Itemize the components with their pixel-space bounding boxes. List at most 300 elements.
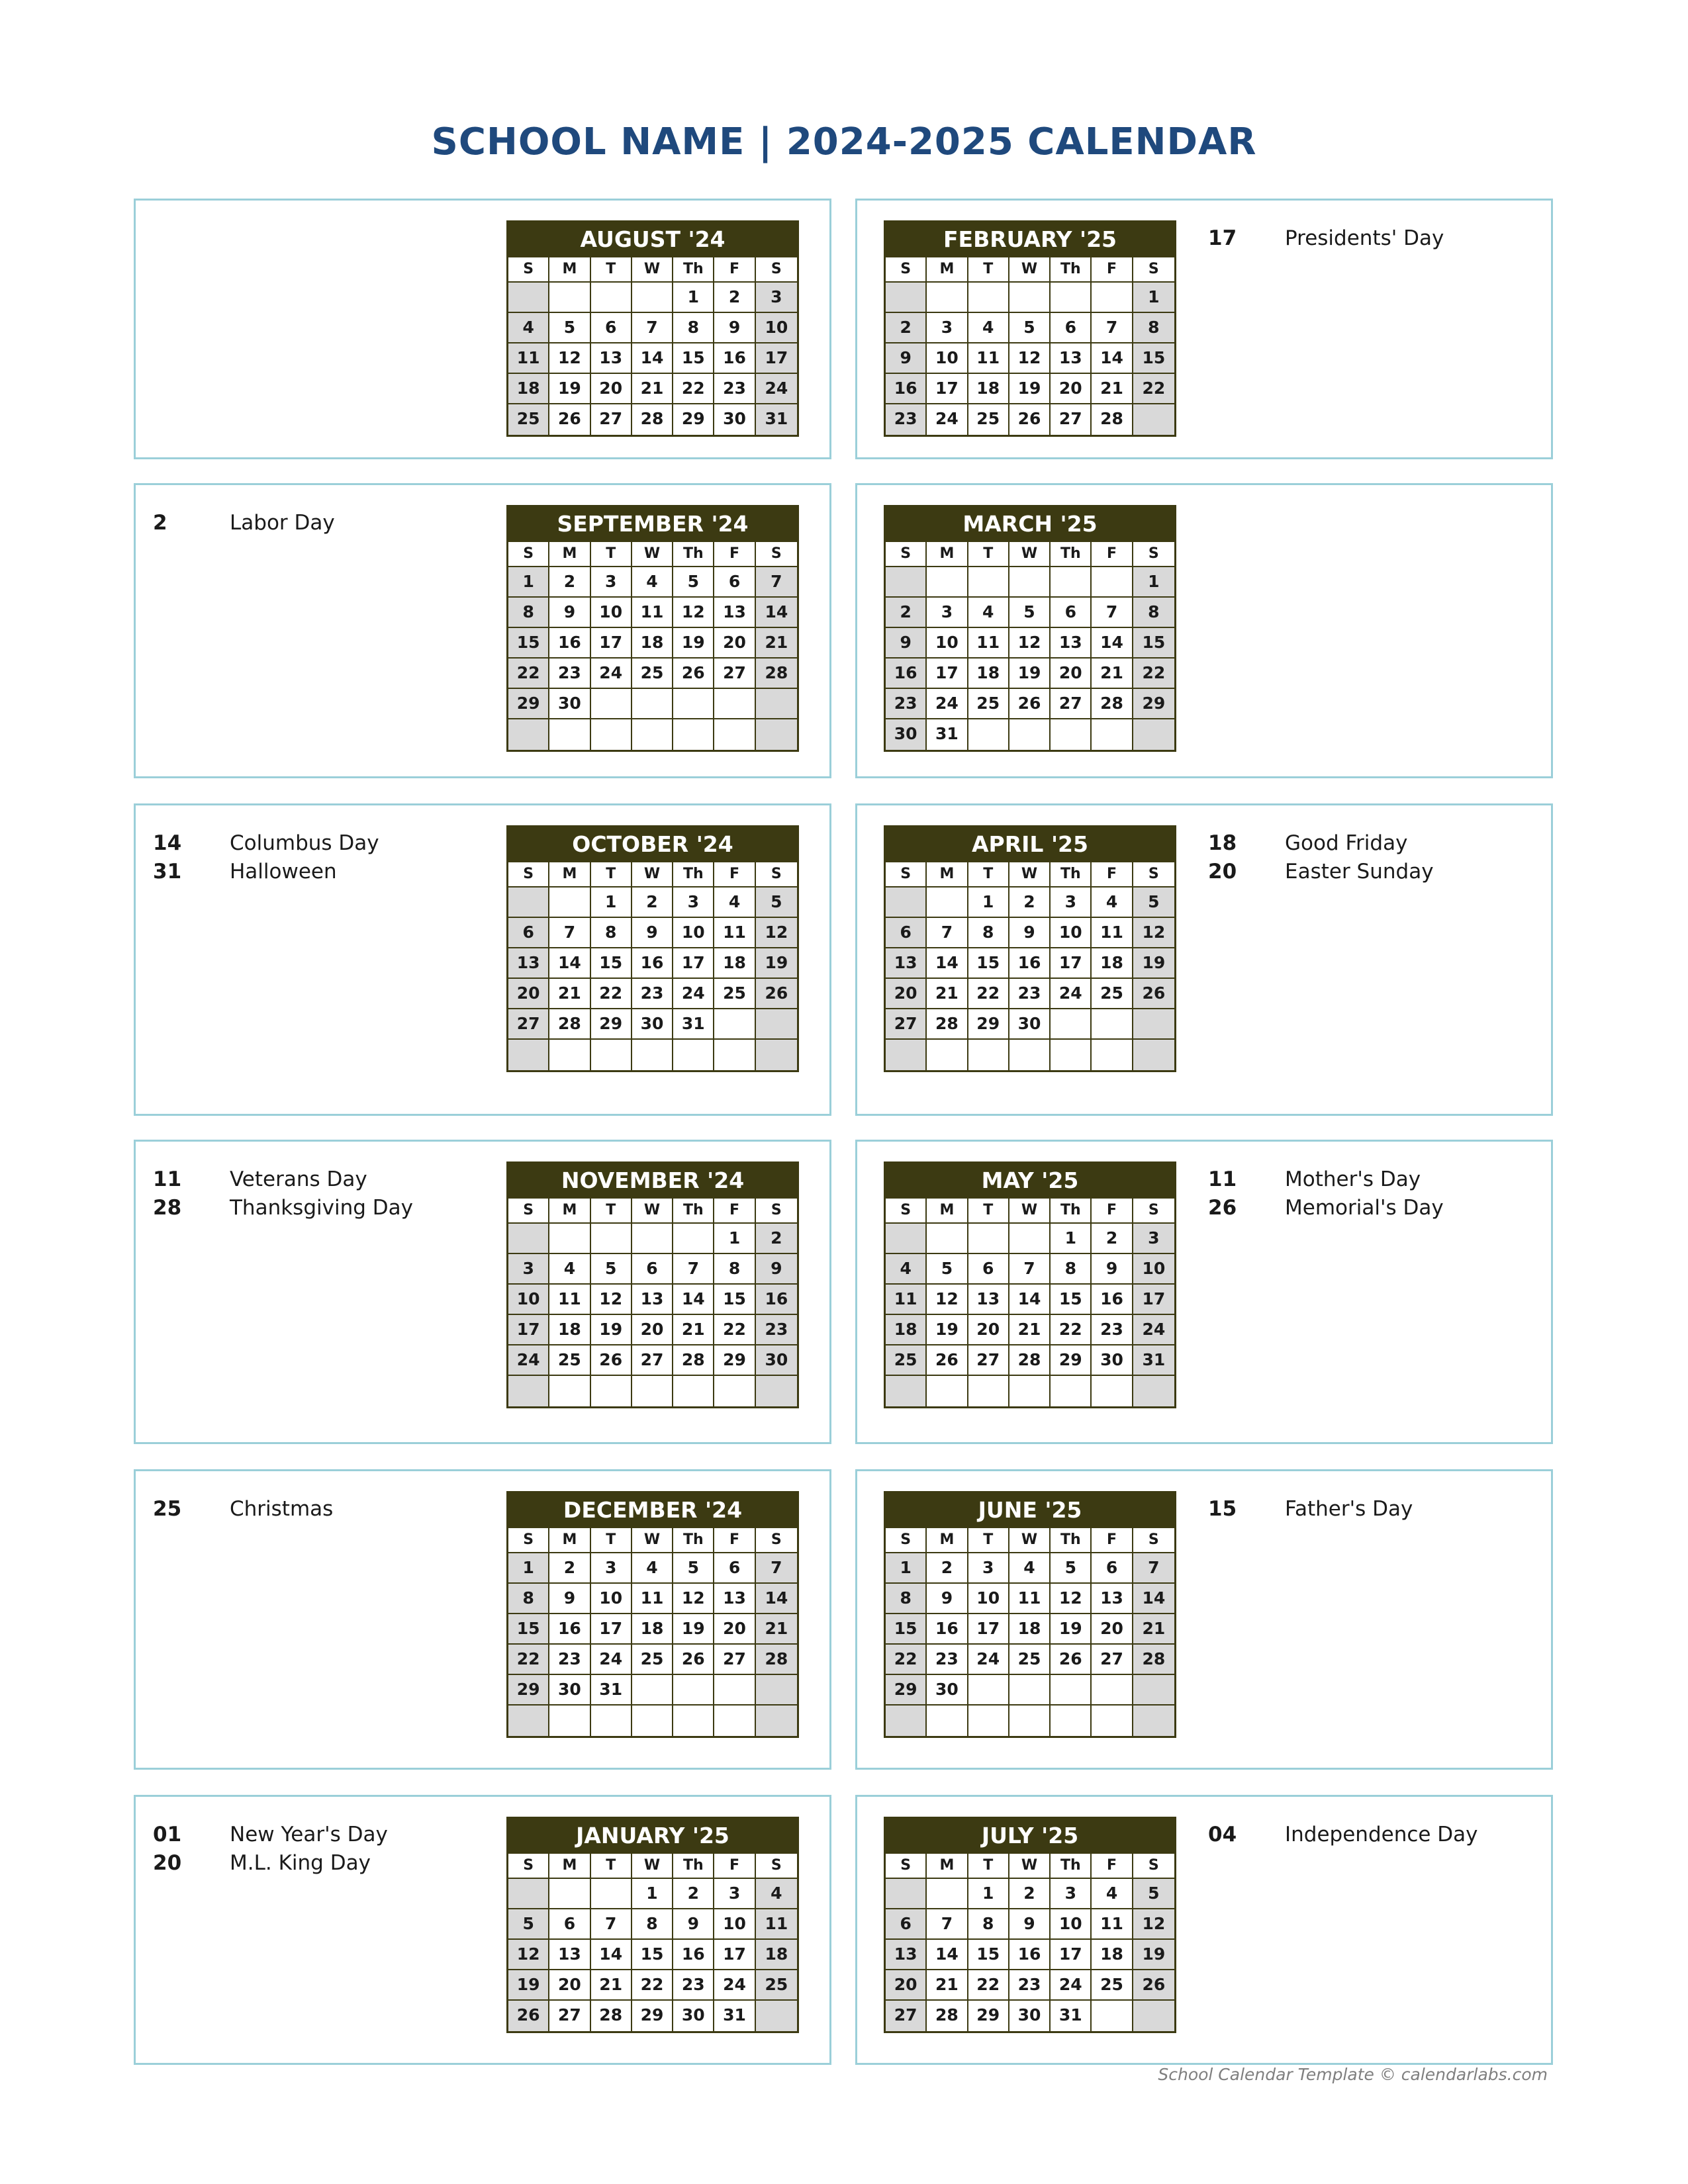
day-cell: 18 — [968, 374, 1009, 404]
day-cell: 4 — [968, 598, 1009, 628]
weekday-label: Th — [673, 257, 714, 283]
day-cell: 27 — [1051, 404, 1092, 435]
holiday-name: Independence Day — [1285, 1823, 1478, 1846]
weekday-label: M — [927, 1528, 968, 1553]
day-cell: 25 — [756, 1970, 797, 2001]
empty-day-cell — [549, 1706, 590, 1736]
day-cell: 24 — [968, 1645, 1009, 1675]
day-cell: 26 — [1009, 404, 1051, 435]
day-cell: 12 — [673, 1584, 714, 1614]
empty-day-cell — [508, 283, 549, 313]
weekday-label: S — [508, 1528, 549, 1553]
day-cell: 5 — [1133, 1879, 1174, 1909]
month-calendar — [884, 220, 1176, 437]
day-cell: 24 — [927, 689, 968, 719]
day-cell: 12 — [591, 1285, 632, 1315]
day-cell: 16 — [632, 948, 673, 979]
day-cell: 4 — [632, 1553, 673, 1584]
weekday-label: F — [714, 1854, 755, 1879]
day-cell: 17 — [927, 659, 968, 689]
weekday-label: M — [549, 1854, 590, 1879]
day-cell: 26 — [1133, 979, 1174, 1009]
empty-day-cell — [1092, 283, 1133, 313]
day-cell: 25 — [632, 659, 673, 689]
day-cell: 4 — [1009, 1553, 1051, 1584]
empty-day-cell — [968, 719, 1009, 750]
weekday-label: F — [1092, 257, 1133, 283]
day-cell: 6 — [714, 567, 755, 598]
weekday-label: F — [714, 542, 755, 567]
day-cell: 23 — [1009, 1970, 1051, 2001]
month-day-grid — [508, 862, 797, 1070]
day-cell: 29 — [673, 404, 714, 435]
day-cell: 25 — [508, 404, 549, 435]
day-cell: 3 — [756, 283, 797, 313]
day-cell: 16 — [756, 1285, 797, 1315]
empty-day-cell — [968, 1224, 1009, 1254]
day-cell: 20 — [508, 979, 549, 1009]
weekday-label: S — [886, 257, 927, 283]
day-cell: 1 — [968, 1879, 1009, 1909]
day-cell: 7 — [673, 1254, 714, 1285]
day-cell: 15 — [673, 343, 714, 374]
day-cell: 20 — [968, 1315, 1009, 1345]
weekday-label: W — [1009, 542, 1051, 567]
weekday-label: W — [1009, 862, 1051, 887]
month-day-grid — [886, 1199, 1174, 1406]
weekday-label: S — [1133, 1528, 1174, 1553]
day-cell: 8 — [714, 1254, 755, 1285]
weekday-label: S — [886, 862, 927, 887]
holiday-date: 26 — [1208, 1196, 1237, 1220]
day-cell: 15 — [968, 948, 1009, 979]
day-cell: 29 — [508, 1675, 549, 1706]
empty-day-cell — [1133, 2001, 1174, 2031]
day-cell: 23 — [1092, 1315, 1133, 1345]
day-cell: 6 — [1092, 1553, 1133, 1584]
day-cell: 20 — [1051, 374, 1092, 404]
day-cell: 16 — [673, 1940, 714, 1970]
day-cell: 9 — [549, 1584, 590, 1614]
day-cell: 23 — [1009, 979, 1051, 1009]
holiday-item — [153, 1495, 333, 1524]
day-cell: 7 — [756, 1553, 797, 1584]
day-cell: 12 — [1133, 918, 1174, 948]
day-cell: 11 — [1092, 1909, 1133, 1940]
day-cell: 4 — [1092, 887, 1133, 918]
empty-day-cell — [1009, 1040, 1051, 1070]
day-cell: 2 — [927, 1553, 968, 1584]
weekday-label: S — [886, 1199, 927, 1224]
holiday-date: 11 — [153, 1167, 182, 1191]
empty-day-cell — [927, 1706, 968, 1736]
day-cell: 26 — [591, 1345, 632, 1376]
day-cell: 10 — [673, 918, 714, 948]
day-cell: 14 — [549, 948, 590, 979]
month-block-march-25 — [855, 483, 1553, 778]
day-cell: 24 — [1051, 979, 1092, 1009]
day-cell: 12 — [673, 598, 714, 628]
empty-day-cell — [632, 1224, 673, 1254]
month-day-grid — [886, 1854, 1174, 2031]
day-cell: 6 — [632, 1254, 673, 1285]
day-cell: 30 — [673, 2001, 714, 2031]
day-cell: 4 — [756, 1879, 797, 1909]
day-cell: 22 — [591, 979, 632, 1009]
day-cell: 29 — [508, 689, 549, 719]
day-cell: 5 — [1009, 598, 1051, 628]
month-block-january-25 — [134, 1795, 831, 2065]
holiday-name: Good Friday — [1285, 831, 1408, 855]
day-cell: 27 — [886, 1009, 927, 1040]
empty-day-cell — [886, 887, 927, 918]
day-cell: 9 — [886, 343, 927, 374]
day-cell: 15 — [1133, 628, 1174, 659]
holiday-item — [153, 1165, 413, 1194]
day-cell: 5 — [591, 1254, 632, 1285]
day-cell: 6 — [714, 1553, 755, 1584]
month-day-grid — [508, 1854, 797, 2031]
day-cell: 29 — [968, 2001, 1009, 2031]
day-cell: 8 — [1133, 313, 1174, 343]
day-cell: 10 — [591, 598, 632, 628]
weekday-label: W — [1009, 1199, 1051, 1224]
day-cell: 8 — [508, 598, 549, 628]
day-cell: 25 — [968, 689, 1009, 719]
holiday-name: Veterans Day — [230, 1167, 367, 1191]
month-block-december-24 — [134, 1469, 831, 1770]
day-cell: 15 — [886, 1614, 927, 1645]
day-cell: 20 — [714, 1614, 755, 1645]
day-cell: 30 — [886, 719, 927, 750]
holiday-date: 25 — [153, 1497, 182, 1521]
day-cell: 8 — [886, 1584, 927, 1614]
holiday-date: 28 — [153, 1196, 182, 1220]
weekday-label: T — [591, 257, 632, 283]
day-cell: 15 — [1051, 1285, 1092, 1315]
month-block-may-25 — [855, 1140, 1553, 1444]
month-title: SEPTEMBER '24 — [508, 507, 797, 542]
day-cell: 27 — [1051, 689, 1092, 719]
day-cell: 6 — [549, 1909, 590, 1940]
empty-day-cell — [1009, 1706, 1051, 1736]
day-cell: 24 — [756, 374, 797, 404]
weekday-label: T — [591, 1854, 632, 1879]
empty-day-cell — [591, 1706, 632, 1736]
day-cell: 5 — [508, 1909, 549, 1940]
day-cell: 16 — [886, 374, 927, 404]
holiday-date: 15 — [1208, 1497, 1237, 1521]
month-calendar — [506, 1491, 799, 1738]
day-cell: 14 — [1092, 628, 1133, 659]
empty-day-cell — [756, 1706, 797, 1736]
month-block-february-25 — [855, 199, 1553, 459]
day-cell: 22 — [714, 1315, 755, 1345]
empty-day-cell — [1051, 1040, 1092, 1070]
day-cell: 21 — [927, 1970, 968, 2001]
weekday-label: F — [714, 862, 755, 887]
month-calendar — [506, 1817, 799, 2033]
day-cell: 25 — [886, 1345, 927, 1376]
month-calendar — [506, 825, 799, 1072]
day-cell: 14 — [591, 1940, 632, 1970]
day-cell: 12 — [1009, 628, 1051, 659]
day-cell: 8 — [1051, 1254, 1092, 1285]
empty-day-cell — [1009, 719, 1051, 750]
day-cell: 4 — [886, 1254, 927, 1285]
month-day-grid — [886, 862, 1174, 1070]
month-calendar — [884, 1817, 1176, 2033]
holiday-name: Halloween — [230, 860, 337, 884]
month-title: MAY '25 — [886, 1163, 1174, 1199]
day-cell: 22 — [632, 1970, 673, 2001]
holiday-name: Father's Day — [1285, 1497, 1413, 1521]
day-cell: 27 — [886, 2001, 927, 2031]
month-calendar — [506, 220, 799, 437]
day-cell: 7 — [927, 918, 968, 948]
day-cell: 18 — [886, 1315, 927, 1345]
day-cell: 16 — [886, 659, 927, 689]
empty-day-cell — [1133, 1675, 1174, 1706]
empty-day-cell — [632, 689, 673, 719]
day-cell: 9 — [756, 1254, 797, 1285]
weekday-label: Th — [673, 1854, 714, 1879]
day-cell: 18 — [1092, 1940, 1133, 1970]
weekday-label: M — [927, 542, 968, 567]
month-day-grid — [508, 1528, 797, 1736]
holiday-date: 20 — [1208, 860, 1237, 884]
holiday-item — [153, 509, 335, 537]
empty-day-cell — [549, 1376, 590, 1406]
day-cell: 19 — [1009, 659, 1051, 689]
day-cell: 18 — [632, 1614, 673, 1645]
empty-day-cell — [1009, 1376, 1051, 1406]
day-cell: 25 — [1009, 1645, 1051, 1675]
day-cell: 26 — [673, 1645, 714, 1675]
empty-day-cell — [1092, 2001, 1133, 2031]
weekday-label: T — [968, 862, 1009, 887]
holiday-name: Thanksgiving Day — [230, 1196, 413, 1220]
empty-day-cell — [1092, 567, 1133, 598]
empty-day-cell — [886, 1224, 927, 1254]
weekday-label: S — [886, 1528, 927, 1553]
day-cell: 26 — [927, 1345, 968, 1376]
day-cell: 27 — [549, 2001, 590, 2031]
month-calendar — [884, 825, 1176, 1072]
empty-day-cell — [632, 1706, 673, 1736]
holiday-name: Christmas — [230, 1497, 334, 1521]
weekday-label: Th — [1051, 1199, 1092, 1224]
empty-day-cell — [591, 1879, 632, 1909]
day-cell: 24 — [714, 1970, 755, 2001]
day-cell: 21 — [1092, 659, 1133, 689]
day-cell: 17 — [756, 343, 797, 374]
holiday-item — [1208, 224, 1444, 253]
empty-day-cell — [632, 1040, 673, 1070]
empty-day-cell — [968, 1675, 1009, 1706]
holiday-list — [1208, 1495, 1413, 1524]
day-cell: 10 — [927, 343, 968, 374]
day-cell: 8 — [508, 1584, 549, 1614]
day-cell: 18 — [1009, 1614, 1051, 1645]
empty-day-cell — [1092, 1706, 1133, 1736]
day-cell: 28 — [632, 404, 673, 435]
weekday-label: T — [591, 542, 632, 567]
day-cell: 3 — [1133, 1224, 1174, 1254]
empty-day-cell — [1133, 1009, 1174, 1040]
page-title: SCHOOL NAME | 2024-2025 CALENDAR — [431, 120, 1257, 163]
day-cell: 4 — [508, 313, 549, 343]
day-cell: 13 — [591, 343, 632, 374]
weekday-label: T — [968, 1199, 1009, 1224]
day-cell: 25 — [632, 1645, 673, 1675]
day-cell: 24 — [927, 404, 968, 435]
holiday-name: New Year's Day — [230, 1823, 388, 1846]
month-title: FEBRUARY '25 — [886, 222, 1174, 257]
day-cell: 4 — [968, 313, 1009, 343]
day-cell: 2 — [673, 1879, 714, 1909]
month-block-october-24 — [134, 803, 831, 1116]
empty-day-cell — [927, 283, 968, 313]
day-cell: 22 — [968, 979, 1009, 1009]
month-block-july-25 — [855, 1795, 1553, 2065]
empty-day-cell — [927, 567, 968, 598]
empty-day-cell — [1092, 719, 1133, 750]
day-cell: 8 — [968, 918, 1009, 948]
day-cell: 17 — [927, 374, 968, 404]
day-cell: 20 — [1051, 659, 1092, 689]
day-cell: 4 — [632, 567, 673, 598]
weekday-label: S — [508, 257, 549, 283]
day-cell: 2 — [1009, 887, 1051, 918]
day-cell: 9 — [1009, 918, 1051, 948]
empty-day-cell — [549, 887, 590, 918]
day-cell: 9 — [673, 1909, 714, 1940]
day-cell: 30 — [714, 404, 755, 435]
month-day-grid — [886, 257, 1174, 435]
empty-day-cell — [1051, 719, 1092, 750]
weekday-label: W — [632, 1854, 673, 1879]
day-cell: 14 — [756, 598, 797, 628]
day-cell: 3 — [508, 1254, 549, 1285]
weekday-label: W — [1009, 257, 1051, 283]
day-cell: 31 — [1051, 2001, 1092, 2031]
day-cell: 29 — [1051, 1345, 1092, 1376]
day-cell: 19 — [927, 1315, 968, 1345]
empty-day-cell — [1051, 283, 1092, 313]
day-cell: 2 — [549, 1553, 590, 1584]
weekday-label: S — [1133, 1199, 1174, 1224]
day-cell: 1 — [591, 887, 632, 918]
day-cell: 30 — [756, 1345, 797, 1376]
empty-day-cell — [714, 719, 755, 750]
weekday-label: M — [927, 1854, 968, 1879]
day-cell: 18 — [508, 374, 549, 404]
day-cell: 6 — [886, 918, 927, 948]
day-cell: 7 — [1092, 313, 1133, 343]
footer-credit: School Calendar Template © calendarlabs.com — [1158, 2065, 1548, 2084]
day-cell: 16 — [714, 343, 755, 374]
month-day-grid — [508, 1199, 797, 1406]
day-cell: 26 — [1051, 1645, 1092, 1675]
day-cell: 20 — [591, 374, 632, 404]
day-cell: 20 — [886, 979, 927, 1009]
holiday-date: 14 — [153, 831, 182, 855]
day-cell: 28 — [927, 2001, 968, 2031]
weekday-label: Th — [1051, 862, 1092, 887]
weekday-label: M — [549, 1199, 590, 1224]
day-cell: 7 — [1133, 1553, 1174, 1584]
weekday-label: Th — [673, 862, 714, 887]
holiday-date: 01 — [153, 1823, 182, 1846]
day-cell: 2 — [886, 313, 927, 343]
weekday-label: W — [632, 257, 673, 283]
month-calendar — [884, 1161, 1176, 1408]
day-cell: 22 — [1133, 659, 1174, 689]
weekday-label: T — [968, 1854, 1009, 1879]
weekday-label: M — [549, 1528, 590, 1553]
day-cell: 1 — [1133, 283, 1174, 313]
day-cell: 17 — [1051, 1940, 1092, 1970]
weekday-label: W — [1009, 1528, 1051, 1553]
day-cell: 12 — [1051, 1584, 1092, 1614]
holiday-date: 31 — [153, 860, 182, 884]
month-title: MARCH '25 — [886, 507, 1174, 542]
day-cell: 13 — [508, 948, 549, 979]
holiday-name: Presidents' Day — [1285, 226, 1444, 250]
empty-day-cell — [886, 1879, 927, 1909]
empty-day-cell — [1009, 567, 1051, 598]
weekday-label: W — [632, 1199, 673, 1224]
day-cell: 14 — [1009, 1285, 1051, 1315]
day-cell: 18 — [714, 948, 755, 979]
day-cell: 3 — [714, 1879, 755, 1909]
empty-day-cell — [1009, 1675, 1051, 1706]
holiday-item — [153, 858, 379, 886]
day-cell: 29 — [886, 1675, 927, 1706]
day-cell: 4 — [549, 1254, 590, 1285]
day-cell: 11 — [508, 343, 549, 374]
day-cell: 14 — [1133, 1584, 1174, 1614]
day-cell: 7 — [632, 313, 673, 343]
holiday-list — [1208, 224, 1444, 253]
holiday-name: Mother's Day — [1285, 1167, 1421, 1191]
empty-day-cell — [508, 1224, 549, 1254]
day-cell: 27 — [968, 1345, 1009, 1376]
day-cell: 2 — [756, 1224, 797, 1254]
day-cell: 17 — [968, 1614, 1009, 1645]
day-cell: 28 — [1092, 404, 1133, 435]
day-cell: 6 — [508, 918, 549, 948]
day-cell: 4 — [1092, 1879, 1133, 1909]
weekday-label: S — [508, 862, 549, 887]
weekday-label: S — [1133, 542, 1174, 567]
day-cell: 13 — [714, 598, 755, 628]
day-cell: 3 — [1051, 887, 1092, 918]
day-cell: 1 — [714, 1224, 755, 1254]
day-cell: 29 — [1133, 689, 1174, 719]
holiday-item — [153, 1849, 388, 1878]
day-cell: 12 — [1009, 343, 1051, 374]
day-cell: 25 — [714, 979, 755, 1009]
weekday-label: Th — [673, 1199, 714, 1224]
weekday-label: F — [714, 1199, 755, 1224]
day-cell: 25 — [1092, 979, 1133, 1009]
holiday-date: 2 — [153, 511, 167, 535]
day-cell: 31 — [927, 719, 968, 750]
day-cell: 19 — [1009, 374, 1051, 404]
day-cell: 8 — [632, 1909, 673, 1940]
